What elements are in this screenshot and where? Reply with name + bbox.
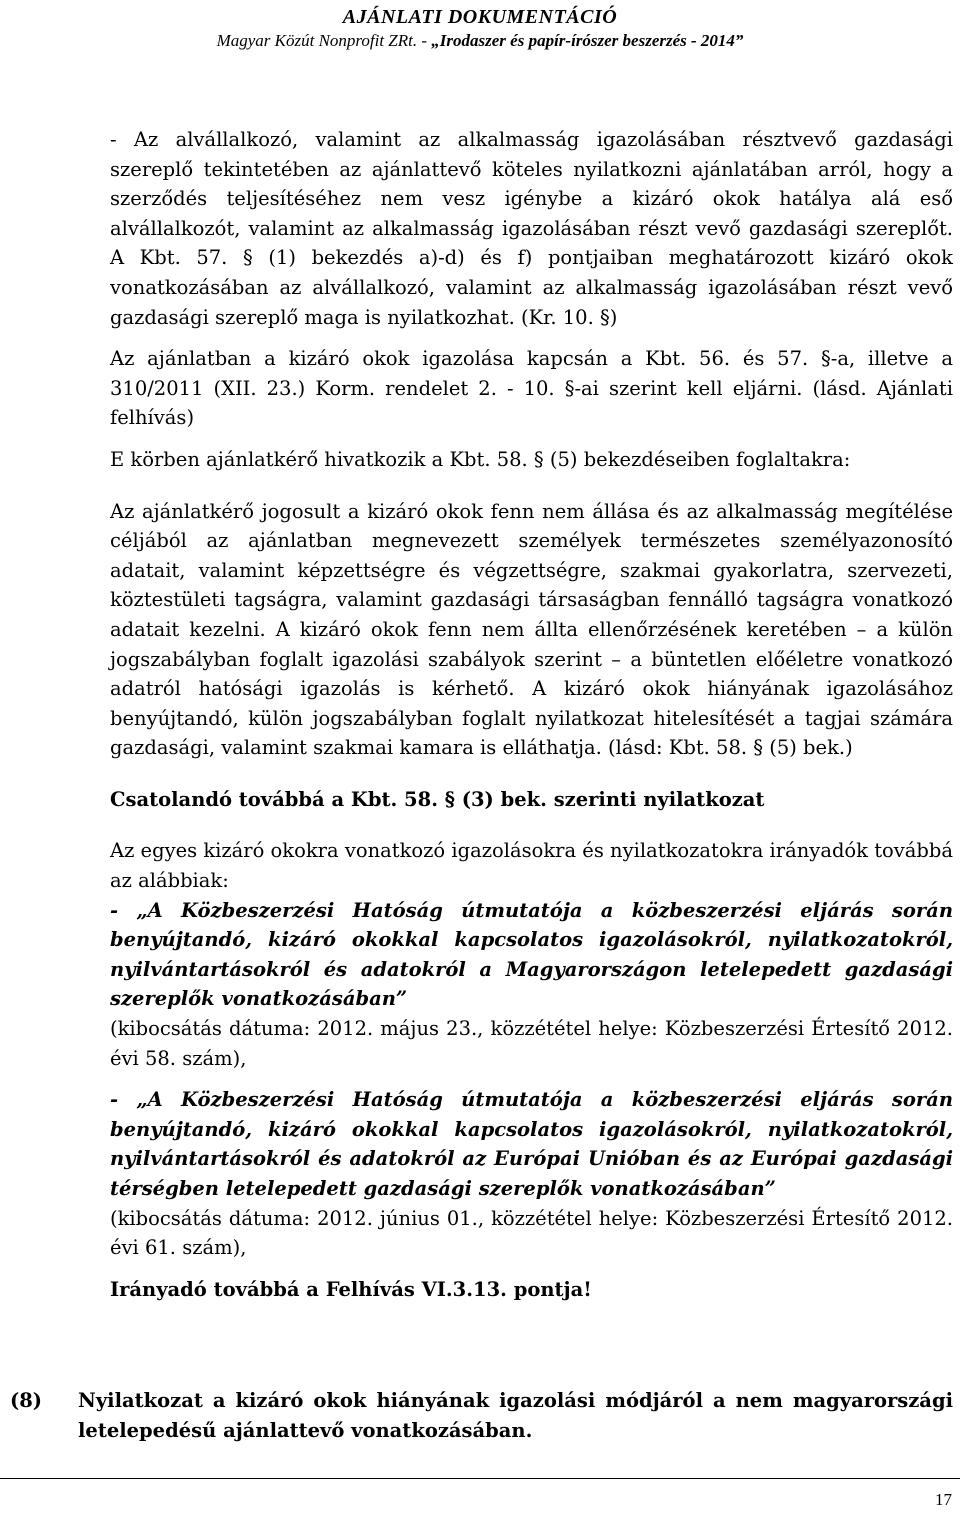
paragraph-reference: E körben ajánlatkérő hivatkozik a Kbt. 58. § (5) bekezdéseiben foglaltakra: xyxy=(110,447,851,471)
section-8 xyxy=(10,1386,953,1445)
header-title: AJÁNLATI DOKUMENTÁCIÓ xyxy=(342,6,618,28)
section-8-number: (8) xyxy=(10,1389,43,1412)
section-8-title: Nyilatkozat a kizáró okok hiányának igazolási módjáról a nem magyarországi letelepedésű ajánlattevő vonatkozásában. xyxy=(78,1389,953,1442)
paragraph-subcontractor-declaration: - Az alvállalkozó, valamint az alkalmasság igazolásában résztvevő gazdasági szereplő tekintetében az ajánlattevő köteles nyilatkozni ajánlatában arról, hogy a szerződés teljesítéséhez nem vesz igénybe a kizáró okok hatálya alá eső alvállalkozót, valamint az alkalmasság igazolásában részt vevő gazdasági szereplőt. A Kbt. 57. § (1) bekezdés a)-d) és f) pontjaiban meghatározott kizáró okok vonatkozásában az alvállalkozó, valamint az alkalmasság igazolásában részt vevő gazdasági szereplő maga is nyilatkozhat. (Kr. 10. §) xyxy=(110,128,953,329)
footer-divider xyxy=(0,1478,960,1479)
header-project: „Irodaszer és papír-írószer beszerzés - 2014” xyxy=(431,31,744,50)
guideline-1-title: - „A Közbeszerzési Hatóság útmutatója a közbeszerzési eljárás során benyújtandó, kizáró okokkal kapcsolatos igazolásokról, nyilatkozatokról, nyilvántartásokról és adatokról a Magyarországon letelepedett gazdasági szereplők vonatkozásában” xyxy=(110,898,953,1011)
page-number: 17 xyxy=(935,1490,952,1509)
guideline-2-info: (kibocsátás dátuma: 2012. június 01., közzététel helye: Közbeszerzési Értesítő 2012. évi 61. szám), xyxy=(110,1206,953,1260)
header-org: Magyar Közút Nonprofit ZRt. - xyxy=(216,31,432,50)
paragraph-attachment: Csatolandó továbbá a Kbt. 58. § (3) bek. szerinti nyilatkozat xyxy=(110,787,765,811)
header-subtitle xyxy=(0,30,960,52)
document-body xyxy=(110,125,953,1304)
guideline-1-info: (kibocsátás dátuma: 2012. május 23., közzététel helye: Közbeszerzési Értesítő 2012. évi 58. szám), xyxy=(110,1017,953,1070)
paragraph-data-handling: Az ajánlatkérő jogosult a kizáró okok fenn nem állása és az alkalmasság megítélése céljából az ajánlatban megnevezett személyek természetes személyazonosító adatait, valamint képzettségre és végzettségre, szakmai gyakorlatra, szervezeti, köztestületi tagságra, valamint gazdasági társaságban fennálló tagságra vonatkozó adatait kezelni. A kizáró okok fenn nem állta ellenőrzésének keretében – a külön jogszabályban foglalt igazolási szabályok szerint – a büntetlen előéletre vonatkozó adatról hatósági igazolás is kérhető. A kizáró okok hiányának igazolásához benyújtandó, külön jogszabályban foglalt nyilatkozat hitelesítését a tagjai számára gazdasági, valamint szakmai kamara is elláthatja. (lásd: Kbt. 58. § (5) bek.) xyxy=(110,499,953,760)
guideline-2-title: - „A Közbeszerzési Hatóság útmutatója a közbeszerzési eljárás során benyújtandó, kizáró okokkal kapcsolatos igazolásokról, nyilatkozatokról, nyilvántartásokról és adatokról az Európai Unióban és az Európai gazdasági térségben letelepedett gazdasági szereplők vonatkozásában” xyxy=(110,1088,953,1200)
paragraph-exclusion-proof: Az ajánlatban a kizáró okok igazolása kapcsán a Kbt. 56. és 57. §-a, illetve a 310/2011 (XII. 23.) Korm. rendelet 2. - 10. §-ai szerint kell eljárni. (lásd. Ajánlati felhívás) xyxy=(110,347,953,430)
paragraph-guidelines-intro: Az egyes kizáró okokra vonatkozó igazolásokra és nyilatkozatokra irányadók továbbá az alábbiak: xyxy=(110,839,953,893)
page-header xyxy=(0,6,960,52)
paragraph-call-reference: Irányadó továbbá a Felhívás VI.3.13. pontja! xyxy=(110,1277,592,1301)
